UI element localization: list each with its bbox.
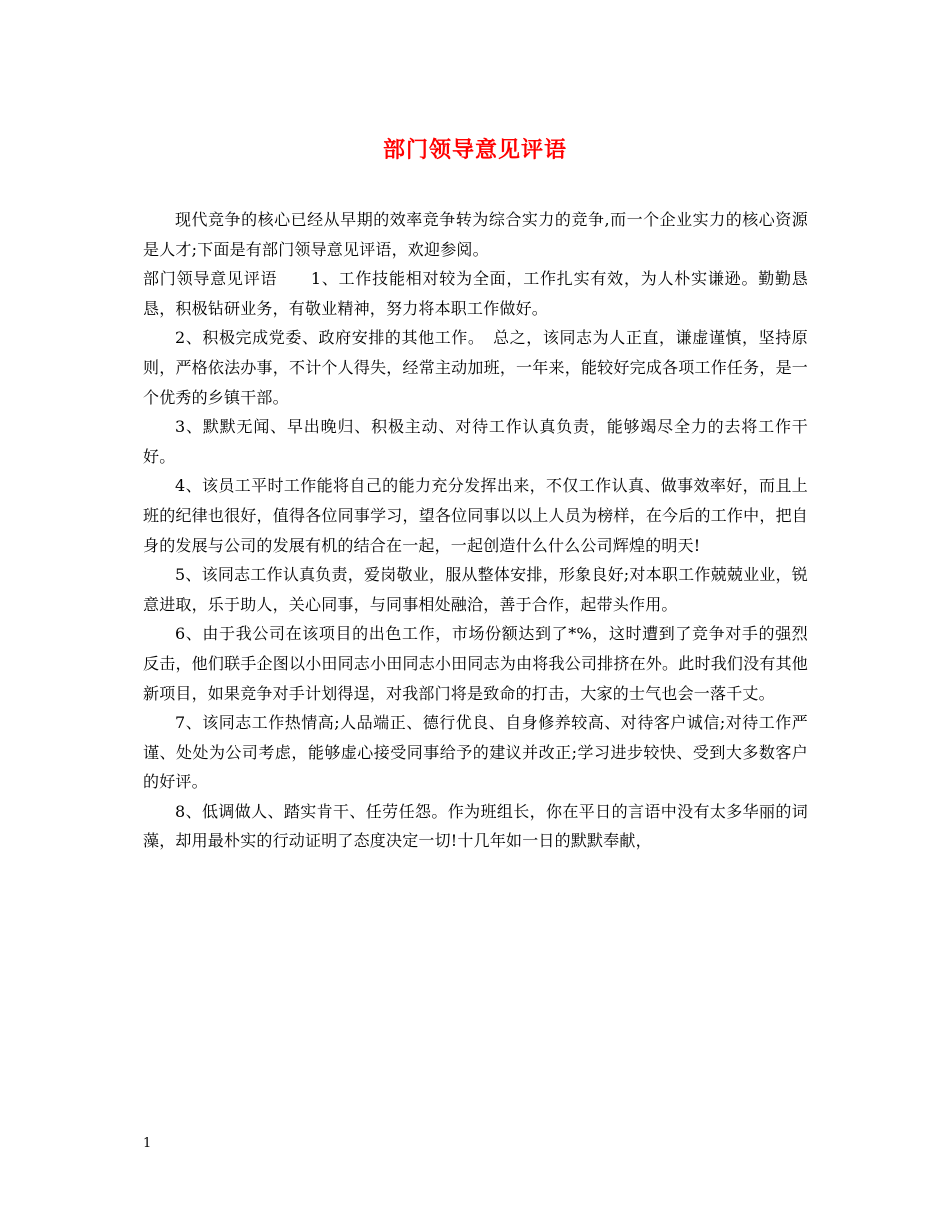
- document-body: [143, 205, 808, 856]
- page-number: 1: [143, 1136, 152, 1151]
- comment-paragraph-2: 2、积极完成党委、政府安排的其他工作。 总之，该同志为人正直，谦虚谨慎，坚持原则，严格依法办事，不计个人得失，经常主动加班，一年来，能较好完成各项工作任务，是一个优秀的乡镇干部。: [143, 328, 808, 407]
- intro-paragraph: 现代竞争的核心已经从早期的效率竞争转为综合实力的竞争,而一个企业实力的核心资源是人才;下面是有部门领导意见评语，欢迎参阅。: [143, 210, 808, 259]
- comment-paragraph-1: 部门领导意见评语 1、工作技能相对较为全面，工作扎实有效，为人朴实谦逊。勤勤恳恳，积极钻研业务，有敬业精神，努力将本职工作做好。: [143, 269, 808, 318]
- document-title: 部门领导意见评语: [382, 137, 567, 163]
- comment-paragraph-5: 5、该同志工作认真负责，爱岗敬业，服从整体安排，形象良好;对本职工作兢兢业业，锐意进取，乐于助人，关心同事，与同事相处融洽，善于合作，起带头作用。: [143, 565, 808, 614]
- comment-paragraph-8: 8、低调做人、踏实肯干、任劳任怨。作为班组长，你在平日的言语中没有太多华丽的词藻，却用最朴实的行动证明了态度决定一切!十几年如一日的默默奉献，: [143, 801, 808, 851]
- comment-paragraph-3: 3、默默无闻、早出晚归、积极主动、对待工作认真负责，能够竭尽全力的去将工作干好。: [143, 417, 808, 466]
- comment-paragraph-7: 7、该同志工作热情高;人品端正、德行优良、自身修养较高、对待客户诚信;对待工作严谨、处处为公司考虑，能够虚心接受同事给予的建议并改正;学习进步较快、受到大多数客户的好评。: [143, 713, 808, 792]
- comment-paragraph-4: 4、该员工平时工作能将自己的能力充分发挥出来，不仅工作认真、做事效率好，而且上班的纪律也很好，值得各位同事学习，望各位同事以以上人员为榜样，在今后的工作中，把自身的发展与公司的发展有机的结合在一起，一起创造什么什么公司辉煌的明天!: [143, 476, 808, 555]
- comment-paragraph-6: 6、由于我公司在该项目的出色工作，市场份额达到了*%，这时遭到了竞争对手的强烈反击，他们联手企图以小田同志小田同志小田同志为由将我公司排挤在外。此时我们没有其他新项目，如果竞争对手计划得逞，对我部门将是致命的打击，大家的士气也会一落千丈。: [143, 624, 808, 703]
